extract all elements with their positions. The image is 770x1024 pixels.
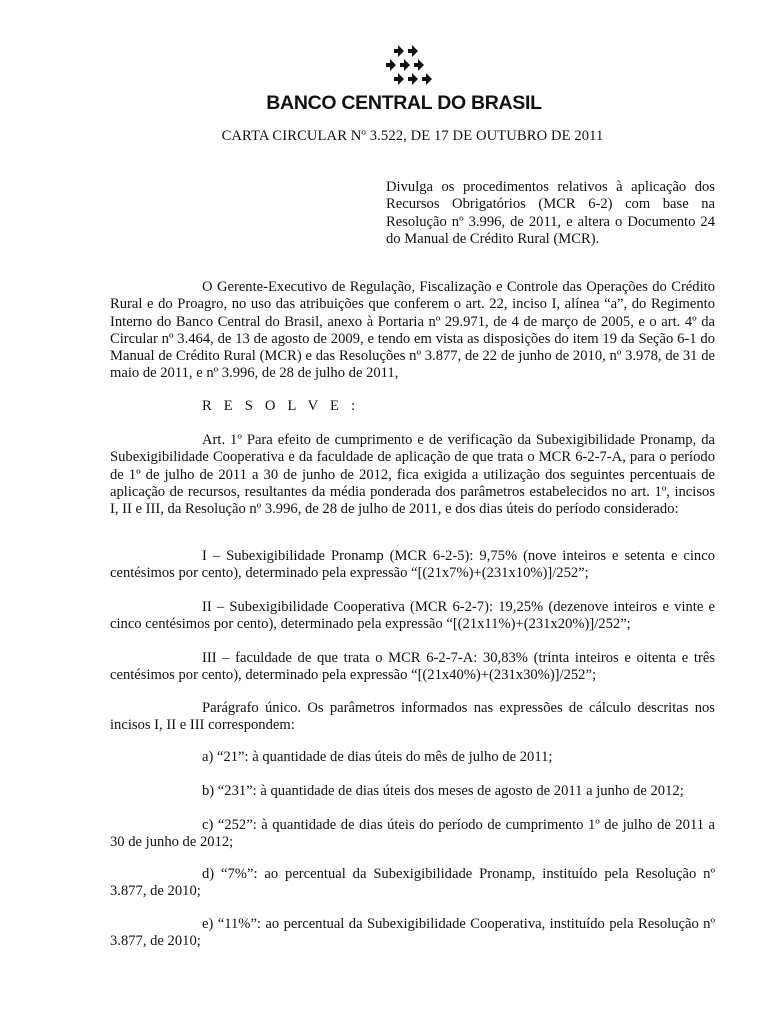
document-title: CARTA CIRCULAR Nº 3.522, DE 17 DE OUTUBRO DE 2011 [221, 128, 604, 144]
alinea-b [110, 783, 715, 800]
article-1-text: Art. 1º Para efeito de cumprimento e de verificação da Subexigibilidade Pronamp, da Subexigibilidade Cooperativa e da faculdade de aplicação de que trata o MCR 6-2-7-A, para o período de 1º de julho de 2011 a 30 de junho de 2012, fica exigida a utilização dos seguintes percentuais de aplicação de recursos, resultantes da média ponderada dos parâmetros estabelecidos no art. 1º, incisos I, II e III, da Resolução nº 3.996, de 28 de julho de 2011, e dos dias úteis do período considerado: [110, 432, 715, 518]
resolve-heading: R E S O L V E : [202, 398, 360, 414]
alinea-e-text: e) “11%”: ao percentual da Subexigibilidade Cooperativa, instituído pela Resolução nº 3.877, de 2010; [110, 916, 715, 950]
inciso-iii-text: III – faculdade de que trata o MCR 6-2-7-A: 30,83% (trinta inteiros e oitenta e três centésimos por cento), determinado pela expressão “[(21x40%)+(231x30%)]/252”; [110, 650, 715, 684]
inciso-ii-text: II – Subexigibilidade Cooperativa (MCR 6-2-7): 19,25% (dezenove inteiros e vinte e cinco centésimos por cento), determinado pela expressão “[(21x11%)+(231x20%)]/252”; [110, 599, 715, 633]
preamble-text: O Gerente-Executivo de Regulação, Fiscalização e Controle das Operações do Crédito Rural e do Proagro, no uso das atribuições que conferem o art. 22, inciso I, alínea “a”, do Regimento Interno do Banco Central do Brasil, anexo à Portaria nº 29.971, de 4 de março de 2005, e o art. 4º da Circular nº 3.464, de 13 de agosto de 2009, e tendo em vista as disposições do item 19 da Seção 6-1 do Manual de Crédito Rural (MCR) e das Resoluções nº 3.877, de 22 de junho de 2010, nº 3.978, de 31 de maio de 2011, e nº 3.996, de 28 de julho de 2011, [110, 279, 715, 382]
ementa: Divulga os procedimentos relativos à aplicação dos Recursos Obrigatórios (MCR 6-2) com base na Resolução nº 3.996, de 2011, e altera o Documento 24 do Manual de Crédito Rural (MCR). [386, 179, 715, 247]
inciso-i-text: I – Subexigibilidade Pronamp (MCR 6-2-5): 9,75% (nove inteiros e setenta e cinco centésimos por cento), determinado pela expressão “[(21x7%)+(231x10%)]/252”; [110, 548, 715, 582]
alinea-b-text: b) “231”: à quantidade de dias úteis dos meses de agosto de 2011 a junho de 2012; [202, 783, 684, 799]
alinea-d [110, 866, 715, 901]
alinea-e [110, 916, 715, 951]
bank-name: BANCO CENTRAL DO BRASIL [266, 92, 542, 114]
alinea-c [110, 817, 715, 852]
article-1 [110, 432, 715, 518]
inciso-ii [110, 599, 715, 634]
alinea-d-text: d) “7%”: ao percentual da Subexigibilidade Pronamp, instituído pela Resolução nº 3.877, de 2010; [110, 866, 715, 900]
inciso-iii [110, 650, 715, 685]
paragrafo-unico-text: Parágrafo único. Os parâmetros informados nas expressões de cálculo descritas nos incisos I, II e III correspondem: [110, 700, 715, 734]
alinea-a [110, 749, 715, 766]
inciso-i [110, 548, 715, 583]
bcb-logo-icon [384, 43, 436, 89]
preamble-paragraph [110, 279, 715, 383]
alinea-a-text: a) “21”: à quantidade de dias úteis do mês de julho de 2011; [202, 749, 553, 765]
paragrafo-unico [110, 700, 715, 735]
alinea-c-text: c) “252”: à quantidade de dias úteis do período de cumprimento 1º de julho de 2011 a 30 de junho de 2012; [110, 817, 715, 851]
